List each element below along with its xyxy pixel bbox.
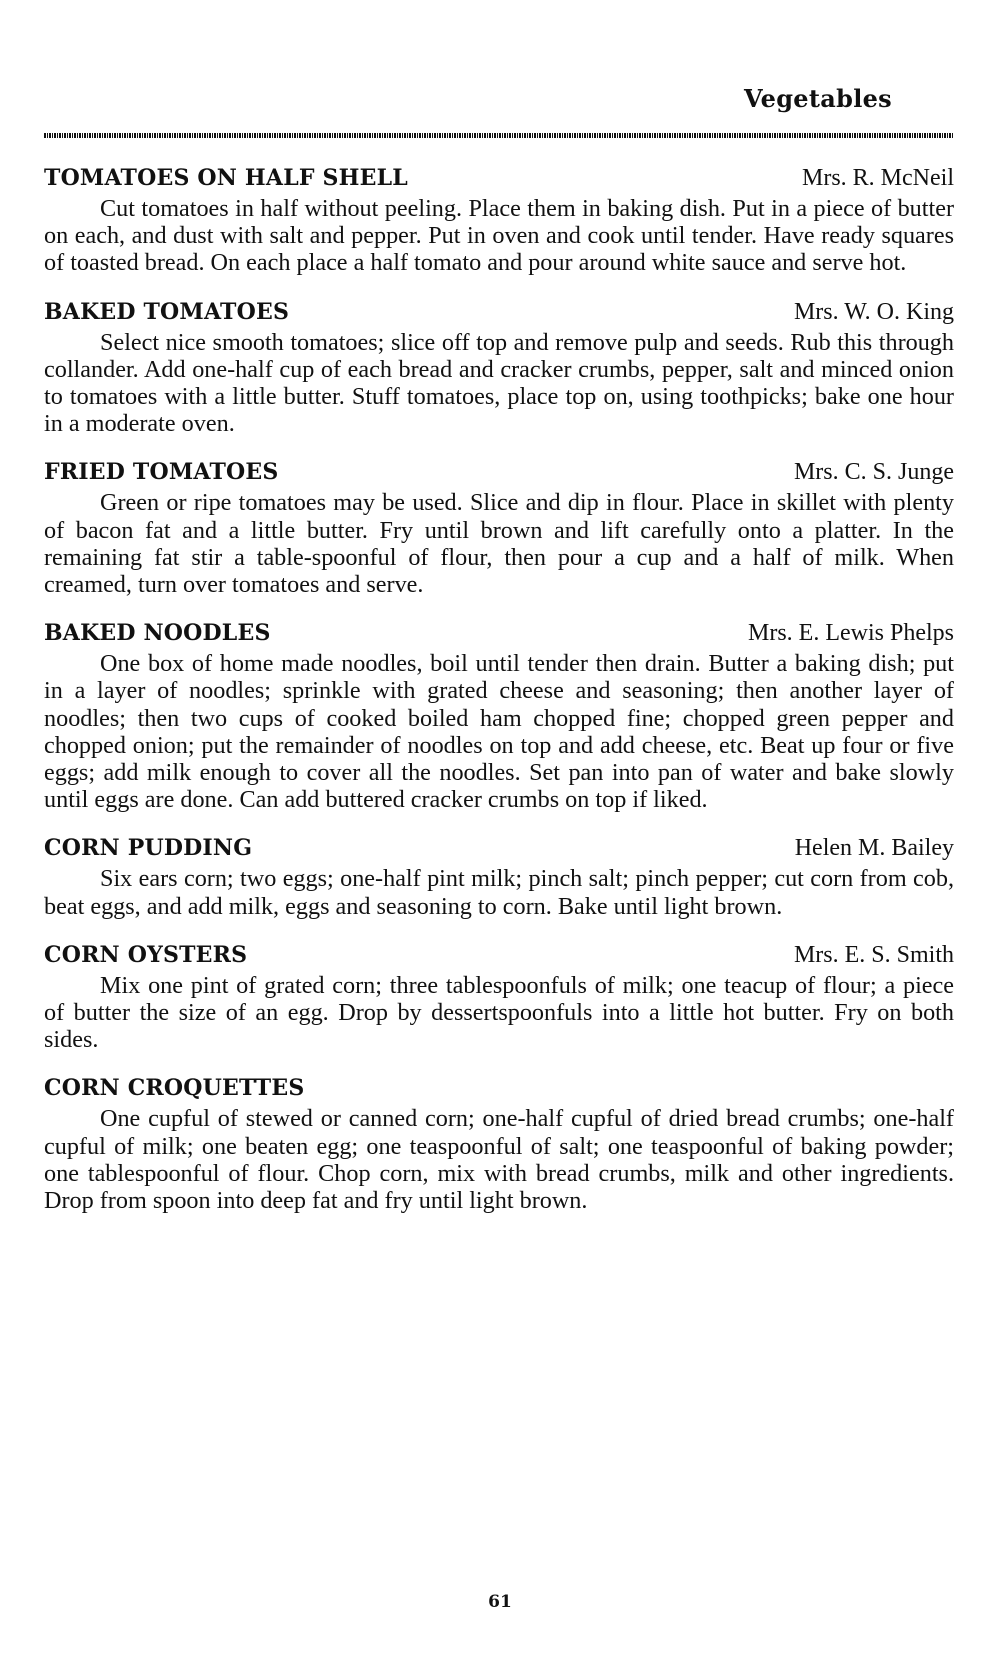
- recipe-title: FRIED TOMATOES: [44, 459, 279, 486]
- page-number: 61: [488, 1592, 512, 1612]
- recipe: [44, 620, 954, 813]
- recipe-body: One cupful of stewed or canned corn; one-half cupful of dried bread crumbs; one-half cupful of milk; one beaten egg; one teaspoonful of salt; one teaspoonful of baking powder; one tablespoonful of flour. Chop corn, mix with bread crumbs, milk and other ingredients. Drop from spoon into deep fat and fry until light brown.: [44, 1105, 954, 1215]
- recipe: [44, 835, 954, 919]
- recipe-header: [44, 942, 954, 972]
- recipe-header: [44, 835, 954, 865]
- recipe: [44, 942, 954, 1054]
- recipe-body: Cut tomatoes in half without peeling. Place them in baking dish. Put in a piece of butter on each, and dust with salt and pepper. Put in oven and cook until tender. Have ready squares of toasted bread. On each place a half tomato and pour around white sauce and serve hot.: [44, 195, 954, 277]
- recipe-header: [44, 620, 954, 650]
- recipe: [44, 165, 954, 277]
- recipe-title: CORN CROQUETTES: [44, 1075, 305, 1102]
- recipe-title: CORN PUDDING: [44, 835, 253, 862]
- recipe-title: TOMATOES ON HALF SHELL: [44, 165, 408, 191]
- recipe: [44, 299, 954, 438]
- recipe-header: [44, 165, 954, 195]
- recipe-author: Mrs. R. McNeil: [802, 165, 954, 191]
- recipe: [44, 1075, 954, 1214]
- recipe-title: BAKED TOMATOES: [44, 298, 290, 325]
- header-rule: [44, 133, 954, 138]
- recipe-title: CORN OYSTERS: [44, 941, 248, 968]
- running-head: Vegetables: [743, 84, 892, 113]
- recipe-author: Mrs. W. O. King: [793, 298, 954, 325]
- recipe-title: BAKED NOODLES: [44, 620, 271, 647]
- recipe-author: Mrs. E. Lewis Phelps: [748, 620, 954, 647]
- recipe-body: One box of home made noodles, boil until tender then drain. Butter a baking dish; put in a layer of noodles; sprinkle with grated cheese and seasoning; then another layer of noodles; then two cups of cooked boiled ham chopped fine; chopped green pepper and chopped onion; put the remainder of noodles on top and add cheese, etc. Beat up four or five eggs; add milk enough to cover all the noodles. Set pan into pan of water and bake slowly until eggs are done. Can add buttered cracker crumbs on top if liked.: [44, 650, 954, 814]
- recipe-list: [44, 165, 954, 1236]
- recipe-body: Select nice smooth tomatoes; slice off top and remove pulp and seeds. Rub this through collander. Add one-half cup of each bread and cracker crumbs, pepper, salt and minced onion to tomatoes with a little butter. Stuff tomatoes, place top on, using toothpicks; bake one hour in a moderate oven.: [44, 328, 954, 438]
- recipe: [44, 459, 954, 598]
- recipe-header: [44, 299, 954, 329]
- recipe-body: Six ears corn; two eggs; one-half pint milk; pinch salt; pinch pepper; cut corn from cob, beat eggs, and add milk, eggs and seasoning to corn. Bake until light brown.: [44, 865, 954, 920]
- recipe-body: Mix one pint of grated corn; three tablespoonfuls of milk; one teacup of flour; a piece of butter the size of an egg. Drop by dessertspoonfuls into a little hot butter. Fry on both sides.: [44, 971, 954, 1054]
- recipe-header: [44, 459, 954, 489]
- recipe-author: Helen M. Bailey: [794, 835, 954, 862]
- recipe-header: [44, 1075, 954, 1105]
- recipe-author: Mrs. C. S. Junge: [793, 459, 954, 486]
- recipe-body: Green or ripe tomatoes may be used. Slice and dip in flour. Place in skillet with plenty of bacon fat and a little butter. Fry until brown and lift carefully onto a platter. In the remaining fat stir a table-spoonful of flour, then pour a cup and a half of milk. When creamed, turn over tomatoes and serve.: [44, 489, 954, 599]
- recipe-author: Mrs. E. S. Smith: [793, 941, 954, 968]
